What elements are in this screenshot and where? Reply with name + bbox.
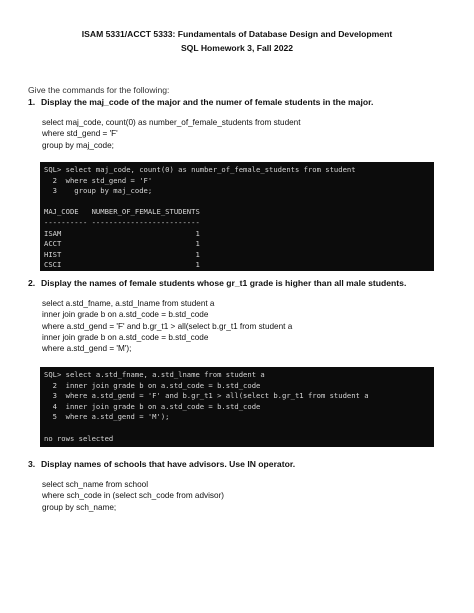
code-line: select maj_code, count(0) as number_of_female_students from student xyxy=(42,118,301,127)
terminal-line: CSCI 1 xyxy=(44,260,200,270)
question-1 xyxy=(28,97,373,107)
question-text: Display the maj_code of the major and the numer of female students in the major. xyxy=(41,97,374,107)
code-line: inner join grade b on a.std_code = b.std_code xyxy=(42,332,209,342)
code-line: group by maj_code; xyxy=(42,140,114,150)
code-line: where std_gend = 'F' xyxy=(42,129,118,139)
instructions-text: Give the commands for the following: xyxy=(28,85,170,95)
code-line: where a.std_gend = 'M'); xyxy=(42,344,132,354)
code-line: inner join grade b on a.std_code = b.std_code xyxy=(42,310,209,320)
terminal-line: 3 group by maj_code; xyxy=(44,186,153,196)
document-subtitle: SQL Homework 3, Fall 2022 xyxy=(180,43,294,53)
question-text: Display the names of female students whose gr_t1 grade is higher than all male students. xyxy=(41,278,407,288)
document-title: ISAM 5331/ACCT 5333: Fundamentals of Database Design and Development xyxy=(81,29,393,39)
terminal-output-2 xyxy=(40,367,434,447)
question-text: Display names of schools that have advisors. Use IN operator. xyxy=(41,459,296,469)
terminal-line: ---------- ------------------------- xyxy=(44,217,200,227)
terminal-line: HIST 1 xyxy=(44,249,200,259)
terminal-line: 5 where a.std_gend = 'M'); xyxy=(44,412,170,422)
terminal-line: MAJ_CODE NUMBER_OF_FEMALE_STUDENTS xyxy=(44,207,200,217)
code-line: group by sch_name; xyxy=(42,502,117,512)
question-number: 1. xyxy=(28,97,36,107)
question-3 xyxy=(28,459,295,469)
terminal-output-1 xyxy=(40,162,434,271)
terminal-line xyxy=(44,197,430,208)
terminal-line: SQL> select a.std_fname, a.std_lname from student a xyxy=(44,370,265,379)
terminal-line: ISAM 1 xyxy=(44,228,200,238)
answer-code-1 xyxy=(42,117,301,151)
code-line: select a.std_fname, a.std_lname from student a xyxy=(42,299,215,308)
terminal-line: no rows selected xyxy=(44,433,114,443)
terminal-line: SQL> select maj_code, count(0) as number_of_female_students from student xyxy=(44,165,356,174)
terminal-line: ACCT 1 xyxy=(44,239,200,249)
answer-code-2 xyxy=(42,298,292,354)
question-number: 2. xyxy=(28,278,36,288)
terminal-line: 2 inner join grade b on a.std_code = b.std_code xyxy=(44,380,261,390)
code-line: select sch_name from school xyxy=(42,480,149,489)
question-number: 3. xyxy=(28,459,36,469)
terminal-line xyxy=(44,423,430,434)
terminal-line: 2 where std_gend = 'F' xyxy=(44,175,153,185)
code-line: where a.std_gend = 'F' and b.gr_t1 > all(select b.gr_t1 from student a xyxy=(42,321,293,331)
terminal-line: 4 inner join grade b on a.std_code = b.std_code xyxy=(44,401,261,411)
question-2 xyxy=(28,278,406,288)
code-line: where sch_code in (select sch_code from advisor) xyxy=(42,491,225,501)
terminal-line: 3 where a.std_gend = 'F' and b.gr_t1 > all(select b.gr_t1 from student a xyxy=(44,391,369,401)
answer-code-3 xyxy=(42,479,224,513)
